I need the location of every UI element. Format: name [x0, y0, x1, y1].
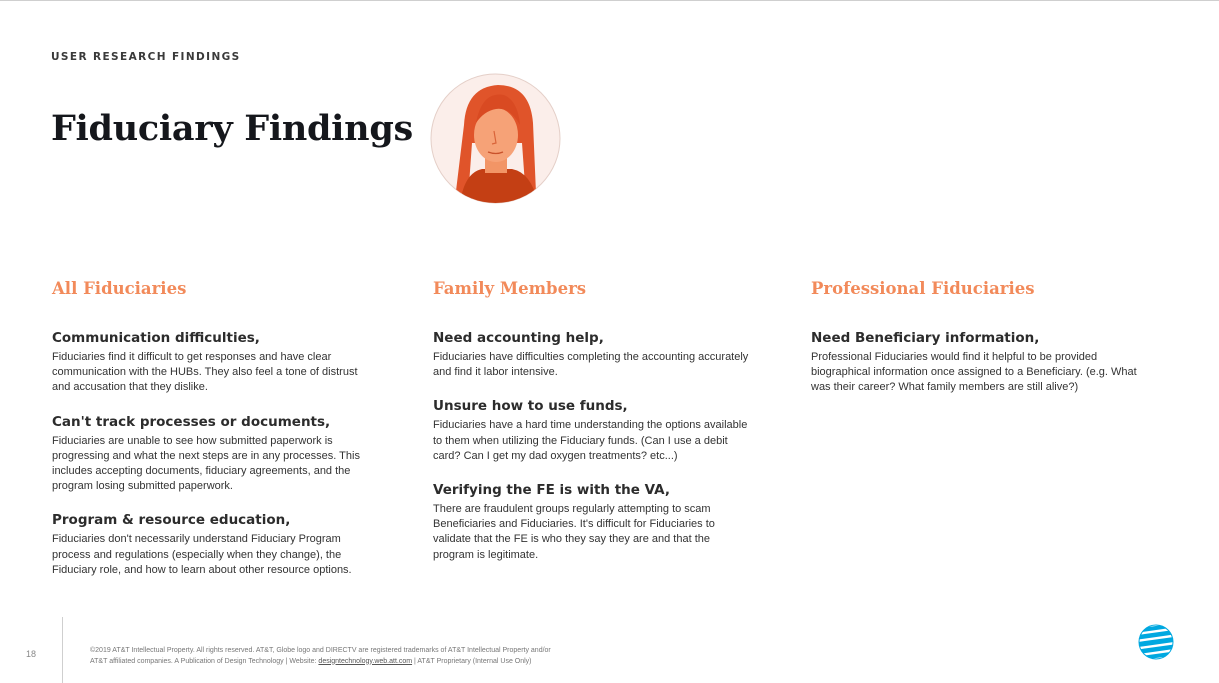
finding-item [433, 482, 753, 563]
footer-divider [62, 617, 63, 683]
top-divider [0, 0, 1219, 1]
finding-title: Need Beneficiary information, [811, 330, 1040, 346]
column-heading: Professional Fiduciaries [811, 279, 1035, 298]
woman-portrait-icon [430, 73, 561, 204]
att-globe-icon [1138, 624, 1174, 660]
finding-title: Communication difficulties, [52, 330, 260, 346]
finding-item [433, 398, 753, 464]
column-heading: All Fiduciaries [52, 279, 187, 298]
column-family-members [433, 278, 753, 581]
finding-item [52, 414, 372, 495]
column-professional-fiduciaries [811, 278, 1151, 414]
finding-body: Fiduciaries find it difficult to get responses and have clear communication with the HUBs. They also feel a tone of distrust and accusation that they dislike. [52, 351, 358, 394]
finding-body: Fiduciaries don't necessarily understand Fiduciary Program process and regulations (especially when they change), the Fiduciary role, and how to learn about other resource options. [52, 533, 352, 576]
finding-item [52, 512, 372, 578]
legal-line [90, 657, 650, 668]
finding-title: Unsure how to use funds, [433, 398, 628, 415]
finding-title: Program & resource education, [52, 512, 291, 529]
legal-text: AT&T affiliated companies. A Publication of Design Technology | Website: [90, 657, 319, 665]
legal-notice [90, 646, 650, 667]
finding-title: Verifying the FE is with the VA, [433, 482, 670, 499]
finding-title: Can't track processes or documents, [52, 413, 331, 430]
page-title: Fiduciary Findings [51, 108, 413, 149]
column-all-fiduciaries [52, 278, 372, 596]
persona-avatar [430, 73, 561, 204]
finding-body: Fiduciaries are unable to see how submitted paperwork is progressing and what the next steps are in any processes. This includes accepting documents, fiduciary agreements, and the program losing submitted paperwork. [52, 434, 360, 493]
column-heading: Family Members [433, 279, 587, 298]
finding-item [52, 330, 372, 396]
section-eyebrow: USER RESEARCH FINDINGS [51, 51, 241, 63]
finding-title: Need accounting help, [433, 330, 604, 346]
finding-body: Professional Fiduciaries would find it helpful to be provided biographical information once assigned to a Beneficiary. (e.g. What was their career? What family members are still alive?) [811, 351, 1137, 394]
finding-item [811, 330, 1151, 396]
finding-body: There are fraudulent groups regularly attempting to scam Beneficiaries and Fiduciaries. It's difficult for Fiduciaries to validate that the FE is who they say they are and that the program is legitimate. [433, 503, 715, 561]
page-number: 18 [26, 649, 37, 659]
finding-body: Fiduciaries have difficulties completing the accounting accurately and find it labor intensive. [433, 351, 749, 379]
legal-line: ©2019 AT&T Intellectual Property. All rights reserved. AT&T, Globe logo and DIRECTV are registered trademarks of AT&T Intellectual Property and/or [90, 647, 551, 654]
finding-body: Fiduciaries have a hard time understanding the options available to them when utilizing the Fiduciary funds. (Can I use a debit card? Can I get my dad oxygen treatments? etc...) [433, 419, 748, 462]
legal-text: | AT&T Proprietary (Internal Use Only) [412, 657, 532, 665]
website-link[interactable]: designtechnology.web.att.com [318, 657, 413, 665]
finding-item [433, 330, 753, 380]
